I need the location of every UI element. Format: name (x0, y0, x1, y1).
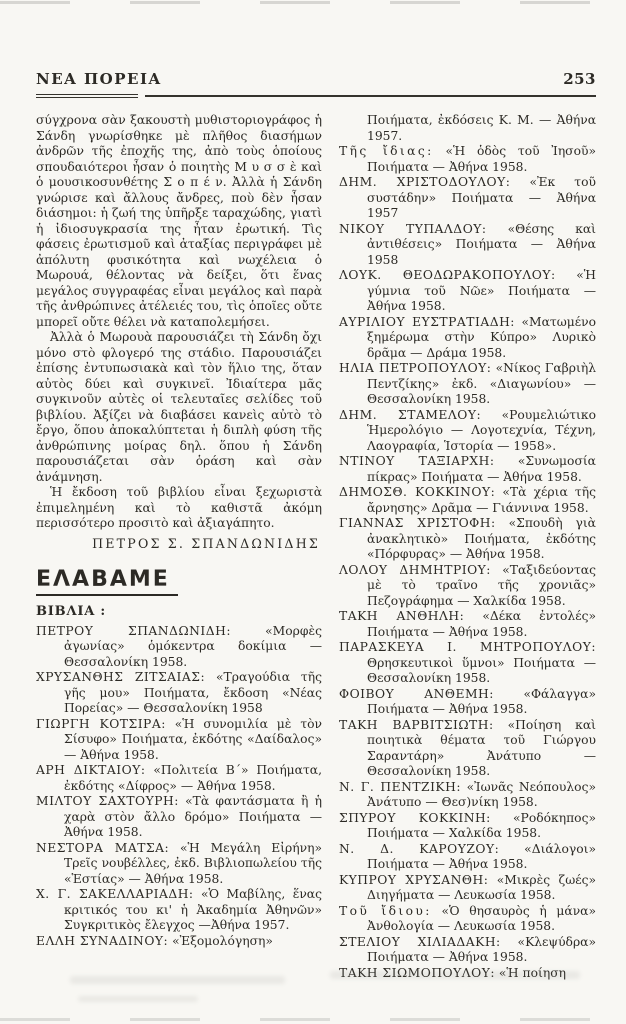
entry-text: Ποιήματα, ἐκδόσεις Κ. Μ. — Ἀθήνα 1957. (367, 113, 596, 143)
entry-author: ΣΤΕΛΙΟΥ ΧΙΛΙΑΔΑΚΗ: (339, 934, 501, 949)
entry-author: ΠΕΤΡΟΥ ΣΠΑΝΔΩΝΙΔΗ: (36, 623, 232, 638)
entry-author: ΔΗΜ. ΧΡΙΣΤΟΔΟΥΛΟΥ: (339, 175, 511, 189)
entry-author: ΚΥΠΡΟΥ ΧΡΥΣΑΝΘΗ: (339, 872, 489, 887)
book-entry (339, 687, 596, 718)
book-entry (339, 904, 596, 935)
entry-author: Χ. Γ. ΣΑΚΕΛΛΑΡΙΑΔΗ: (36, 887, 194, 901)
entry-author: ΑΡΗ ΔΙΚΤΑΙΟΥ: (36, 763, 146, 777)
article-paragraph: Ἀλλὰ ὁ Μωρουὰ παρουσιάζει τὴ Σάνδη ὄχι μόνο στὸ φλογερό της στάδιο. Παρουσιάζει ἐπίσης ἐντυπωσιακὰ καὶ τὸν ἥλιο της, ὅταν αὐτὸς δύει καὶ συγκινεῖ. Ἰδιαίτερα μᾶς συγκινοῦν αὐτὲς οἱ τελευταῖες σελίδες τοῦ βιβλίου. Ἀξίζει νὰ διαβάσει κανεὶς αὐτὸ τὸ ἔργο, ὅπου ἀποκαλύπτεται ἡ διπλὴ φύση τῆς ἀνθρώπινης μοίρας δηλ. ὅπου ἡ Σάνδη παρουσιάζεται σὰν ὁράση καὶ σὰν ἀνάμνηση. (36, 330, 322, 484)
entry-author: ΓΙΑΝΝΑΣ ΧΡΙΣΤΟΦΗ: (339, 516, 496, 530)
page-number: 253 (563, 70, 596, 88)
entry-author: ΣΠΥΡΟΥ ΚΟΚΚΙΝΗ: (339, 810, 491, 825)
header-rule-left-segment (36, 94, 138, 98)
article-paragraph: Ἡ ἔκδοση τοῦ βιβλίου εἶναι ξεχωριστὰ ἐπιμελημένη καὶ τὸ καθιστᾶ ἀκόμη περισσότερο προσιτὸ καὶ ἀξιαγάπητο. (36, 485, 322, 530)
entry-text: «Διάλογοι» Ποιήματα — Ἀθήνα 1958. (367, 841, 596, 871)
entry-author: Τῆς ἴδιας: (339, 144, 434, 158)
book-entry (339, 516, 596, 563)
entry-text: «Ποίηση καὶ ποιητικὰ θέματα τοῦ Γιώργου Σαραντάρη» Ἀνάτυπο — Θεσσαλονίκη 1958. (367, 717, 596, 778)
entry-text: Θρησκευτικοὶ ὕμνοι» Ποιήματα — Θεσσαλονίκη 1958. (367, 655, 596, 685)
book-entry (339, 315, 596, 362)
book-entry (339, 842, 596, 873)
entry-text: «Ἡ συνομιλία μὲ τὸν Σίσυφο» Ποιήματα, ἐκδότης «Δαίδαλος» — Ἀθήνα 1958. (64, 716, 322, 762)
section-heading-label: ΕΛΑΒΑΜΕ (36, 567, 178, 596)
list-subheading-biblia: ΒΙΒΛΙΑ : (36, 603, 107, 619)
entry-text: «Ἐξομολόγηση» (172, 933, 273, 948)
header-rule-right-segment (145, 95, 596, 98)
book-entry (339, 718, 596, 780)
book-list-right (339, 113, 596, 981)
entry-text: «Μικρὲς ζωές» Διηγήματα — Λευκωσία 1958. (367, 872, 597, 902)
entry-author: ΕΛΛΗ ΣΥΝΑΔΙΝΟΥ: (36, 933, 169, 948)
header-rule (36, 94, 596, 98)
entry-text: «Φάλαγγα» Ποιήματα — Ἀθήνα 1958. (367, 686, 596, 716)
entry-text: «Τὰ φαντάσματα ἢ ἡ χαρὰ στὸν ἄλλο δρόμο» Ποιήματα — Ἀθήνα 1958. (64, 794, 322, 839)
entry-author: ΧΡΥΣΑΝΘΗΣ ΖΙΤΣΑΙΑΣ: (36, 670, 206, 684)
entry-author: ΜΙΛΤΟΥ ΣΑΧΤΟΥΡΗ: (36, 794, 179, 808)
book-entry (339, 640, 596, 687)
book-entry (36, 624, 322, 671)
entry-text: «Ἰωνᾶς Νεόπουλος» Ἀνάτυπο — Θεσ)νίκη 1958. (367, 779, 596, 809)
bleed-through-mark (70, 976, 285, 984)
entry-author: ΝΕΣΤΟΡΑ ΜΑΤΣΑ: (36, 840, 170, 855)
entry-author: ΤΑΚΗ ΒΑΡΒΙΤΣΙΩΤΗ: (339, 717, 494, 732)
entry-author: ΠΑΡΑΣΚΕΥΑ Ι. ΜΗΤΡΟΠΟΥΛΟΥ: (339, 640, 596, 654)
book-entry (339, 113, 596, 144)
book-entry (339, 811, 596, 842)
entry-author: ΤΑΚΗ ΣΙΩΜΟΠΟΥΛΟΥ: (339, 965, 495, 980)
entry-text: «Ροδόκηπος» Ποιήματα — Χαλκίδα 1958. (367, 810, 596, 840)
book-entry (36, 794, 322, 841)
entry-text: «Σπουδὴ γιὰ ἀνακλητικὸ» Ποιήματα, ἐκδότης «Πόρφυρας» — Ἀθήνα 1958. (367, 516, 596, 561)
entry-text: «Ἡ ὁδὸς τοῦ Ἰησοῦ» Ποιήματα — Ἀθήνα 1958. (367, 144, 596, 174)
right-column (339, 113, 596, 981)
book-entry (36, 934, 322, 950)
entry-text: «Ταξιδεύοντας μὲ τὸ τραῖνο τῆς χρονιᾶς» Πεζογράφημα — Χαλκίδα 1958. (367, 562, 596, 608)
book-entry (36, 670, 322, 717)
entry-author: ΓΙΩΡΓΗ ΚΟΤΣΙΡΑ: (36, 716, 166, 731)
entry-author: ΝΤΙΝΟΥ ΤΑΞΙΑΡΧΗ: (339, 454, 495, 468)
entry-author: ΔΗΜ. ΣΤΑΜΕΛΟΥ: (339, 407, 482, 422)
article-signature: ΠΕΤΡΟΣ Σ. ΣΠΑΝΔΩΝΙΔΗΣ (92, 535, 320, 551)
article-paragraph: σύγχρονα σὰν ξακουστὴ μυθιστοριογράφος ἡ Σάνδη γνωρίσθηκε μὲ πλῆθος διασήμων ἀνδρῶν τῆς ἐποχῆς της, ἀπὸ τοὺς ὁποίους σπουδαιότεροι ἦσαν ὁ ποιητὴς Μ υ σ σ ὲ καὶ ὁ μουσικοσυνθέτης Σ ο π έ ν. Ἀλλὰ ἡ Σάνδη γνώρισε καὶ ἄλλους ἄνδρες, ποὺ δὲν ἦσαν διάσημοι: ἡ ζωή της ὑπῆρξε ταραχώδης, γιατὶ ἡ ἰδιοσυγκρασία της ἦταν ἐρωτική. Τὶς φάσεις ἐρωτισμοῦ καὶ ἀταξίας περιγράφει μὲ ἀπόλυτη φυσικότητα καὶ νωχέλεια ὁ Μωρουά, θέλοντας νὰ δείξει, ὅτι ἕνας μεγάλος συγγραφέας εἶναι μεγάλος καὶ παρὰ τῆς ἀνθρώπινες ἀτέλειές του, τὶς ὁποῖες οὔτε μπορεῖ οὔτε θέλει νὰ καταπολεμήσει. (36, 113, 322, 329)
entry-text: «Θέσης καὶ ἀντιθέσεις» Ποιήματα — Ἀθήνα 1958 (367, 221, 596, 267)
entry-text: «Ρουμελιώτικο Ἡμερολόγιο — Λογοτεχνία, Τέχνη, Λαογραφία, Ἱστορία — 1958». (367, 407, 596, 453)
entry-text: «Τραγούδια τῆς γῆς μου» Ποιήματα, ἔκδοση «Νέας Πορείας» — Θεσσαλονίκη 1958 (64, 670, 322, 715)
book-entry (339, 361, 596, 408)
scan-edge-top (0, 1, 626, 4)
book-list-left (36, 624, 322, 950)
book-entry (339, 175, 596, 222)
entry-text: «Ὁ θησαυρὸς ἡ μάνα» Ἀνθολογία — Λευκωσία 1958. (367, 903, 596, 933)
entry-author: ΛΟΛΟΥ ΔΗΜΗΤΡΙΟΥ: (339, 562, 491, 577)
book-entry (339, 144, 596, 175)
book-entry (339, 408, 596, 455)
bleed-through-mark (78, 996, 198, 1002)
entry-text: «Ἡ Μεγάλη Εἰρήνη» Τρεῖς νουβέλλες, ἐκδ. Βιβλιοπωλείου τῆς «Ἑστίας» — Ἀθήνα 1958. (64, 840, 322, 886)
book-entry (339, 454, 596, 485)
entry-author: Ν. Γ. ΠΕΝΤΖΙΚΗ: (339, 779, 461, 794)
entry-text: «Ματωμένο ξημέρωμα στὴν Κύπρο» Λυρικὸ δρᾶμα — Δράμα 1958. (367, 314, 596, 360)
entry-author: Τοῦ ἴδιου: (339, 903, 432, 918)
entry-author: Ν. Δ. ΚΑΡΟΥΖΟΥ: (339, 841, 500, 856)
book-entry (339, 609, 596, 640)
book-entry (339, 780, 596, 811)
entry-text: «Πολιτεία Β΄» Ποιήματα, ἐκδότης «Δίφρος» — Ἀθήνα 1958. (64, 763, 322, 793)
entry-author: ΤΑΚΗ ΑΝΘΗΛΗ: (339, 609, 465, 623)
entry-author: ΔΗΜΟΣΘ. ΚΟΚΚΙΝΟΥ: (339, 485, 496, 499)
book-entry (36, 887, 322, 934)
entry-text: «Τὰ χέρια τῆς ἄρνησης» Δρᾶμα — Γιάννινα 1958. (367, 485, 596, 515)
entry-author: ΗΛΙΑ ΠΕΤΡΟΠΟΥΛΟΥ: (339, 361, 492, 375)
bleed-through-mark (330, 971, 580, 979)
left-column (36, 113, 322, 981)
entry-author: ΛΟΥΚ. ΘΕΟΔΩΡΑΚΟΠΟΥΛΟΥ: (339, 268, 556, 282)
book-entry (339, 935, 596, 966)
two-column-layout (36, 113, 596, 981)
entry-author: ΑΥΡΙΛΙΟΥ ΕΥΣΤΡΑΤΙΑΔΗ: (339, 314, 515, 329)
book-entry (36, 841, 322, 888)
entry-text: «Νίκος Γαβριὴλ Πεντζίκης» ἐκδ. «Διαγωνίου» — Θεσσαλονίκη 1958. (367, 361, 596, 406)
running-header (36, 70, 596, 88)
entry-text: «Συνωμοσία πίκρας» Ποιήματα — Ἀθήνα 1958. (367, 454, 596, 484)
entry-author: ΦΟΙΒΟΥ ΑΝΘΕΜΗ: (339, 686, 494, 701)
book-entry (36, 717, 322, 764)
book-entry (36, 763, 322, 794)
entry-text: «Ἡ ποίηση (498, 965, 566, 980)
book-entry (339, 268, 596, 315)
entry-text: «Ὁ Μαβίλης, ἕνας κριτικός του κι' ἡ Ἀκαδημία Ἀθηνῶν» Συγκριτικὸς ἔλεγχος —Ἀθήνα 1957. (64, 887, 322, 932)
entry-author: ΝΙΚΟΥ ΤΥΠΑΛΔΟΥ: (339, 221, 487, 236)
entry-text: «Δέκα ἐντολές» Ποιήματα — Ἀθήνα 1958. (367, 609, 596, 639)
book-entry (339, 563, 596, 610)
book-entry (339, 873, 596, 904)
page-content (36, 70, 596, 981)
entry-text: «Μορφὲς ἀγωνίας» ὁμόκεντρα δοκίμια — Θεσσαλονίκη 1958. (64, 623, 322, 669)
entry-text: «Ἡ γύμνια τοῦ Νῶε» Ποιήματα — Ἀθήνα 1958. (367, 268, 596, 313)
book-entry (339, 485, 596, 516)
scan-edge-bottom (0, 1018, 626, 1021)
section-heading-elavame (36, 567, 322, 592)
book-entry (339, 222, 596, 269)
journal-title: ΝΕΑ ΠΟΡΕΙΑ (36, 70, 162, 88)
entry-text: «Ἐκ τοῦ συστάδην» Ποιήματα — Ἀθήνα 1957 (367, 175, 596, 220)
entry-text: «Κλεψύδρα» Ποιήματα — Ἀθήνα 1958. (367, 934, 596, 964)
